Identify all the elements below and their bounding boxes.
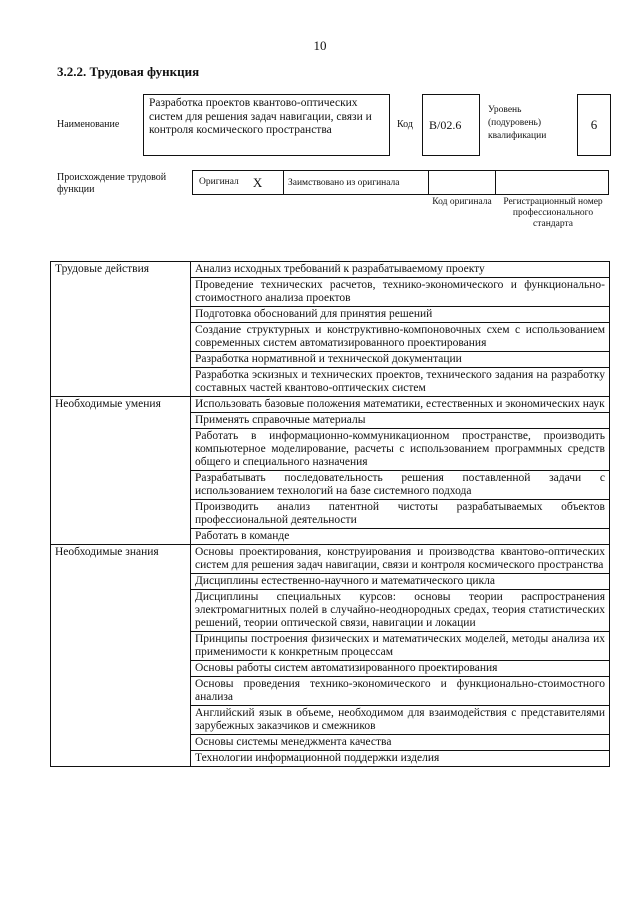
borrowed-cell <box>283 170 429 195</box>
level-label: Уровень (подуровень) квалификации <box>488 105 547 141</box>
section-item: Разработка эскизных и технических проектов, технического задания на разработку составных частей квантово-оптических систем <box>191 368 610 397</box>
original-mark: X <box>252 174 263 190</box>
section-category: Необходимые умения <box>51 397 191 545</box>
section-item: Основы системы менеджмента качества <box>191 735 610 751</box>
section-item: Работать в команде <box>191 529 610 545</box>
borrowed-label: Заимствовано из оригинала <box>288 178 400 188</box>
reg-number-cell <box>495 170 609 195</box>
original-label: Оригинал <box>199 177 239 187</box>
function-name-value: Разработка проектов квантово-оптических систем для решения задач навигации, связи и контроля космического пространства <box>149 97 372 136</box>
section-item: Создание структурных и конструктивно-компоновочных схем с использованием современных систем автоматизированного проектирования <box>191 323 610 352</box>
section-item: Производить анализ патентной чистоты разрабатываемых объектов профессиональной деятельности <box>191 500 610 529</box>
reg-number-caption: Регистрационный номер профессионального стандарта <box>503 197 603 229</box>
section-category: Трудовые действия <box>51 262 191 397</box>
section-title: 3.2.2. Трудовая функция <box>57 64 200 79</box>
level-box <box>577 94 611 156</box>
section-item: Основы проектирования, конструирования и производства квантово-оптических систем для решения задач навигации, связи и контроля космического пространства <box>191 545 610 574</box>
origin-label: Происхождение трудовой функции <box>57 172 167 195</box>
section-item: Технологии информационной поддержки изделия <box>191 751 610 767</box>
section-item: Подготовка обоснований для принятия решений <box>191 307 610 323</box>
code-original-cell <box>428 170 496 195</box>
name-label: Наименование <box>57 119 120 130</box>
section-item: Использовать базовые положения математики, естественных и экономических наук <box>191 397 610 413</box>
section-category: Необходимые знания <box>51 545 191 767</box>
section-item: Проведение технических расчетов, технико-экономического и функционально-стоимостного анализа проектов <box>191 278 610 307</box>
section-item: Применять справочные материалы <box>191 413 610 429</box>
table-body <box>51 262 610 767</box>
table-row <box>51 397 610 413</box>
section-item: Разработка нормативной и технической документации <box>191 352 610 368</box>
page-number: 10 <box>313 38 327 53</box>
origin-row <box>192 170 609 195</box>
section-item: Работать в информационно-коммуникационном пространстве, производить компьютерное моделирование, расчеты с использованием программных средств общего и специального назначения <box>191 429 610 471</box>
code-box <box>422 94 480 156</box>
code-value: B/02.6 <box>429 117 462 132</box>
section-item: Принципы построения физических и математических моделей, методы анализа их применимости к конкретным процессам <box>191 632 610 661</box>
section-item: Разрабатывать последовательность решения поставленной задачи с использованием технологий на базе системного подхода <box>191 471 610 500</box>
level-value: 6 <box>590 117 598 132</box>
code-label: Код <box>397 119 413 130</box>
section-item: Анализ исходных требований к разрабатываемому проекту <box>191 262 610 278</box>
original-cell <box>192 170 284 195</box>
section-item: Основы работы систем автоматизированного проектирования <box>191 661 610 677</box>
section-item: Дисциплины специальных курсов: основы теории распространения электромагнитных полей в случайно-неоднородных средах, теория статистических решений, теории оптической связи, навигации и локации <box>191 590 610 632</box>
function-name-box <box>143 94 390 156</box>
code-original-caption: Код оригинала <box>432 197 492 207</box>
table-row <box>51 262 610 278</box>
table-row <box>51 545 610 574</box>
section-item: Дисциплины естественно-научного и математического цикла <box>191 574 610 590</box>
section-item: Основы проведения технико-экономического и функционально-стоимостного анализа <box>191 677 610 706</box>
function-details-table <box>50 261 610 767</box>
section-item: Английский язык в объеме, необходимом для взаимодействия с представителями зарубежных заказчиков и смежников <box>191 706 610 735</box>
